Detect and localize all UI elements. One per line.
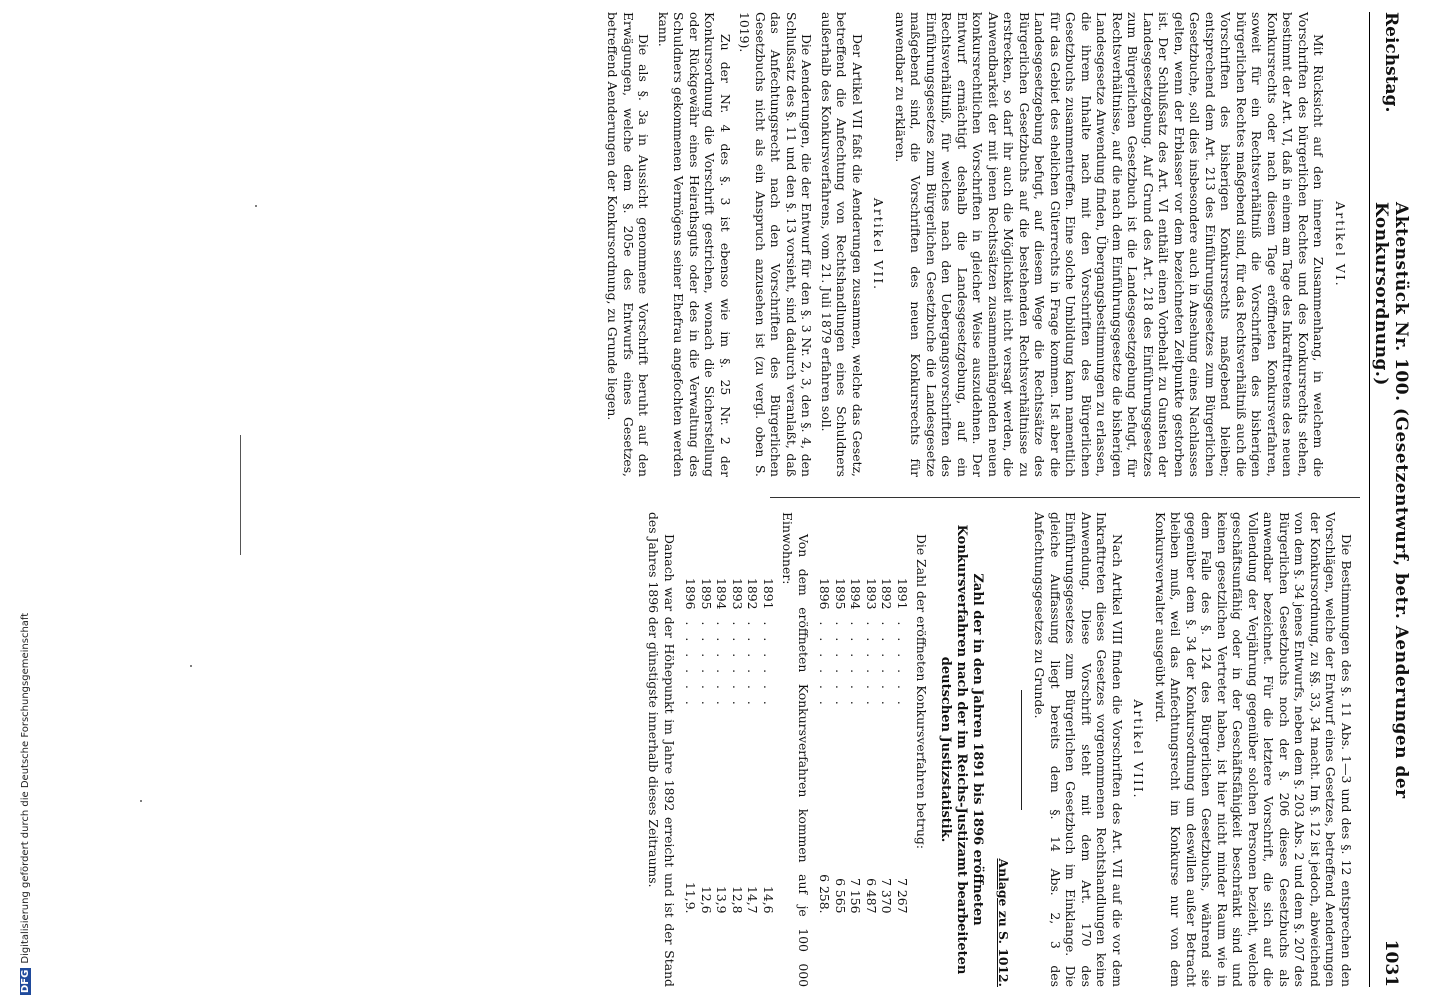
paragraph: Zu der Nr. 4 des §. 3 ist ebenso wie im §. 25 Nr. 2 der Konkursordnung die Vorschrift gestrichen, wonach die Sicherstellung oder Rückgewähr eines Heirathsguts oder des in die Verwaltung des Schuldners gekommenen Vermögens seiner Ehefrau angefochten werden kann. (656, 12, 733, 477)
digitization-credit (20, 613, 31, 995)
left-column (601, 12, 1354, 477)
leader-dots: . . . . . . (761, 621, 776, 709)
leader-dots: . . . . . . (699, 621, 714, 709)
paragraph: Die Bestimmungen des §. 11 Abs. 1—3 und des §. 12 entsprechen den Vorschlägen, welche der Entwurf eines Gesetzes, betreffend Aenderungen der Konkursordnung, zu §§. 33, 34 macht. Im §. 12 ist jedoch, abweichend von dem §. 34 jenes Entwurfs, neben dem §. 203 Abs. 2 und dem §. 207 des Bürgerlichen Gesetzbuchs noch der §. 206 dieses Gesetzbuchs als anwendbar bezeichnet. Für die letztere Vorschrift, die sich auf die Vollendung der Verjährung gegenüber solchen Personen bezieht, welche geschäftsunfähig oder in der Geschäftsfähigkeit beschränkt sind und keinen gesetzlichen Vertreter haben, ist hier nicht minder Raum wie in dem Falle des §. 124 des Bürgerlichen Gesetzbuchs, während sie gegenüber dem §. 34 der Konkursordnung um deswillen außer Betracht bleiben muß, weil das Anfechtungsrecht im Konkurse nur von dem Konkursverwalter ausgeübt wird. (1153, 512, 1354, 987)
right-column (642, 512, 1354, 987)
table-value: 14,6 (761, 885, 776, 914)
digitization-sidebar (0, 0, 31, 1000)
rotated-page-content (320, 12, 1410, 987)
table-year: 1895 (699, 578, 714, 610)
article-heading-viii: Artikel VIII. (1131, 699, 1147, 800)
leader-dots: . . . . . . (714, 621, 730, 709)
table-row (864, 572, 880, 920)
document-page (300, 0, 1434, 1000)
page-header (1372, 12, 1410, 987)
table-year: 1892 (879, 578, 895, 610)
scan-mark-line (240, 435, 241, 555)
statistics-title: Zahl der in den Jahren 1891 bis 1896 eröffneten Konkursverfahren nach der im Reichs-Justizamt bearbeiteten deutschen Justizstatistik. (938, 524, 986, 975)
table-value: 7 156 (848, 878, 864, 914)
page-number: 1031 (1381, 939, 1401, 987)
table-year: 1894 (848, 578, 864, 610)
article-heading-vii: Artikel VII. (871, 197, 887, 292)
article-heading-vi: Artikel VI. (1333, 201, 1348, 288)
table-year: 1891 (895, 578, 910, 610)
leader-dots: . . . . . . (833, 621, 848, 709)
per-capita-table (683, 572, 776, 920)
table-value: 6 565 (833, 878, 848, 914)
column-separator (770, 497, 1360, 498)
header-title: Aktenstück Nr. 100. (Gesetzentwurf, betr. Aenderungen der Konkursordnung.) (1371, 202, 1411, 799)
bankruptcy-count-table (817, 572, 910, 920)
table-row (683, 572, 699, 920)
table-row (895, 572, 911, 920)
table-value: 12,6 (699, 885, 714, 914)
table-row (879, 572, 895, 920)
table-row (817, 572, 833, 920)
table-value: 6 258. (817, 874, 833, 914)
table-row (745, 572, 761, 920)
table-year: 1896 (683, 578, 699, 610)
paragraph: Die als §. 3a in Aussicht genommene Vorschrift beruht auf den Erwägungen, welche dem §. 205e des Entwurfs eines Gesetzes, betreffend Aenderungen der Konkursordnung, zu Grunde liegen. (605, 12, 652, 477)
leader-dots: . . . . . . (745, 621, 761, 709)
closing-paragraph: Danach war der Höhepunkt im Jahre 1892 erreicht und ist der Stand des Jahres 1896 der günstigste innerhalb dieses Zeitraums. (646, 512, 677, 987)
scan-speck (190, 665, 192, 667)
table-value: 7 370 (879, 878, 895, 914)
table-value: 13,9 (714, 885, 730, 914)
table-year: 1893 (730, 578, 745, 610)
paragraph: Der Artikel VII faßt die Aenderungen zusammen, welche das Gesetz, betreffend die Anfechtung von Rechtshandlungen eines Schuldners außerhalb des Konkursverfahrens, vom 21. Juli 1879 erfahren soll. (819, 12, 865, 477)
table-row (730, 572, 746, 920)
scan-speck (140, 800, 142, 802)
table-row (848, 572, 864, 920)
leader-dots: . . . . . . (864, 621, 879, 709)
table-year: 1896 (817, 578, 833, 610)
table-intro: Von dem eröffneten Konkursverfahren kommen auf je 100 000 Einwohner: (780, 512, 811, 987)
table-row (699, 572, 715, 920)
leader-dots: . . . . . . (895, 621, 910, 709)
paragraph: Die Aenderungen, die der Entwurf für den §. 3 Nr. 2, 3, den §. 4, den Schlußsatz des §. 11 und den §. 13 vorsieht, sind dadurch veranlaßt, daß das Anfechtungsrecht nach den Vorschriften des Bürgerlichen Gesetzbuchs nicht als ein Anspruch anzusehen ist (zu vergl. oben S. 1019). (737, 12, 815, 477)
table-year: 1894 (714, 578, 730, 610)
table-row (833, 572, 849, 920)
header-rule (1369, 12, 1370, 987)
table-value: 12,8 (730, 885, 745, 914)
table-intro: Die Zahl der eröffneten Konkursverfahren betrug: (914, 534, 930, 850)
leader-dots: . . . . . . (683, 621, 699, 709)
table-value: 11,9. (683, 882, 699, 914)
table-value: 14,7 (745, 885, 761, 914)
table-row (714, 572, 730, 920)
scan-speck (255, 205, 257, 207)
digitization-credit-text: Digitalisierung gefördert durch die Deutsche Forschungsgemeinschaft (20, 612, 31, 964)
dfg-logo: DFG (20, 969, 31, 993)
table-row (761, 572, 777, 920)
table-year: 1895 (833, 578, 848, 610)
table-year: 1892 (745, 578, 761, 610)
header-left: Reichstag. (1381, 12, 1401, 113)
section-divider (1021, 690, 1022, 810)
leader-dots: . . . . . . (879, 621, 895, 709)
leader-dots: . . . . . . (848, 621, 864, 709)
annex-label: Anlage zu S. 1012. (996, 858, 1011, 987)
table-year: 1893 (864, 578, 879, 610)
leader-dots: . . . . . . (817, 621, 833, 709)
table-value: 6 487 (864, 878, 879, 914)
table-year: 1891 (761, 578, 776, 610)
paragraph: Mit Rücksicht auf den inneren Zusammenhang, in welchem die Vorschriften des bürgerlichen Rechtes und des Konkursrechts stehen, bestimmt der Art. VI, daß in einem am Tage des Inkrafttretens des neuen Konkursrechts oder nach diesem Tage eröffneten Konkursverfahren, soweit für ein Rechtsverhältniß die Vorschriften des bisherigen bürgerlichen Rechtes maßgebend sind, für das Rechtsverhältniß auch die Vorschriften des bisherigen Konkursrechts maßgebend bleiben; entsprechend dem Art. 213 des Einführungsgesetzes zum Bürgerlichen Gesetzbuche, soll dies insbesondere auch in Ansehung eines Nachlasses gelten, wenn der Erblasser vor dem bezeichneten Zeitpunkte gestorben ist. Der Schlußsatz des Art. VI enthält einen Vorbehalt zu Gunsten der Landesgesetzgebung. Auf Grund des Art. 218 des Einführungsgesetzes zum Bürgerlichen Gesetzbuch ist die Landesgesetzgebung befugt, für Rechtsverhältnisse, auf die nach dem Einführungsgesetze die bisherigen Landesgesetze Anwendung finden, Übergangsbestimmungen zu erlassen, die ihrem Inhalte nach mit den Vorschriften des Bürgerlichen Gesetzbuchs zusammentreffen. Eine solche Umbildung kann namentlich für das Gebiet des ehelichen Güterrechts in Frage kommen. Ist aber die Landesgesetzgebung befugt, auf diesem Wege die Rechtssätze des Bürgerlichen Gesetzbuchs auf die bestehenden Rechtsverhältnisse zu erstrecken, so darf ihr auch die Möglichkeit nicht versagt werden, die Anwendbarkeit der mit jenen Rechtssätzen zusammenhängenden neuen konkursrechtlichen Vorschriften in gleicher Weise auszudehnen. Der Entwurf ermächtigt deshalb die Landesgesetzgebung, auf ein Rechtsverhältniß, für welches nach den Uebergangsvorschriften des Einführungsgesetzes zum Bürgerlichen Gesetzbuche die Landesgesetze maßgebend sind, die Vorschriften des neuen Konkursrechts für anwendbar zu erklären. (893, 12, 1327, 477)
table-value: 7 267 (895, 878, 910, 914)
leader-dots: . . . . . . (730, 621, 745, 709)
paragraph: Nach Artikel VIII finden die Vorschriften des Art. VII auf die vor dem Inkrafttreten dieses Gesetzes vorgenommenen Rechtshandlungen keine Anwendung. Diese Vorschrift steht mit dem Art. 170 des Einführungsgesetzes zum Bürgerlichen Gesetzbuch im Einklange. Die gleiche Auffassung liegt bereits dem §. 14 Abs. 2, 3 des Anfechtungsgesetzes zu Grunde. (1032, 512, 1125, 987)
